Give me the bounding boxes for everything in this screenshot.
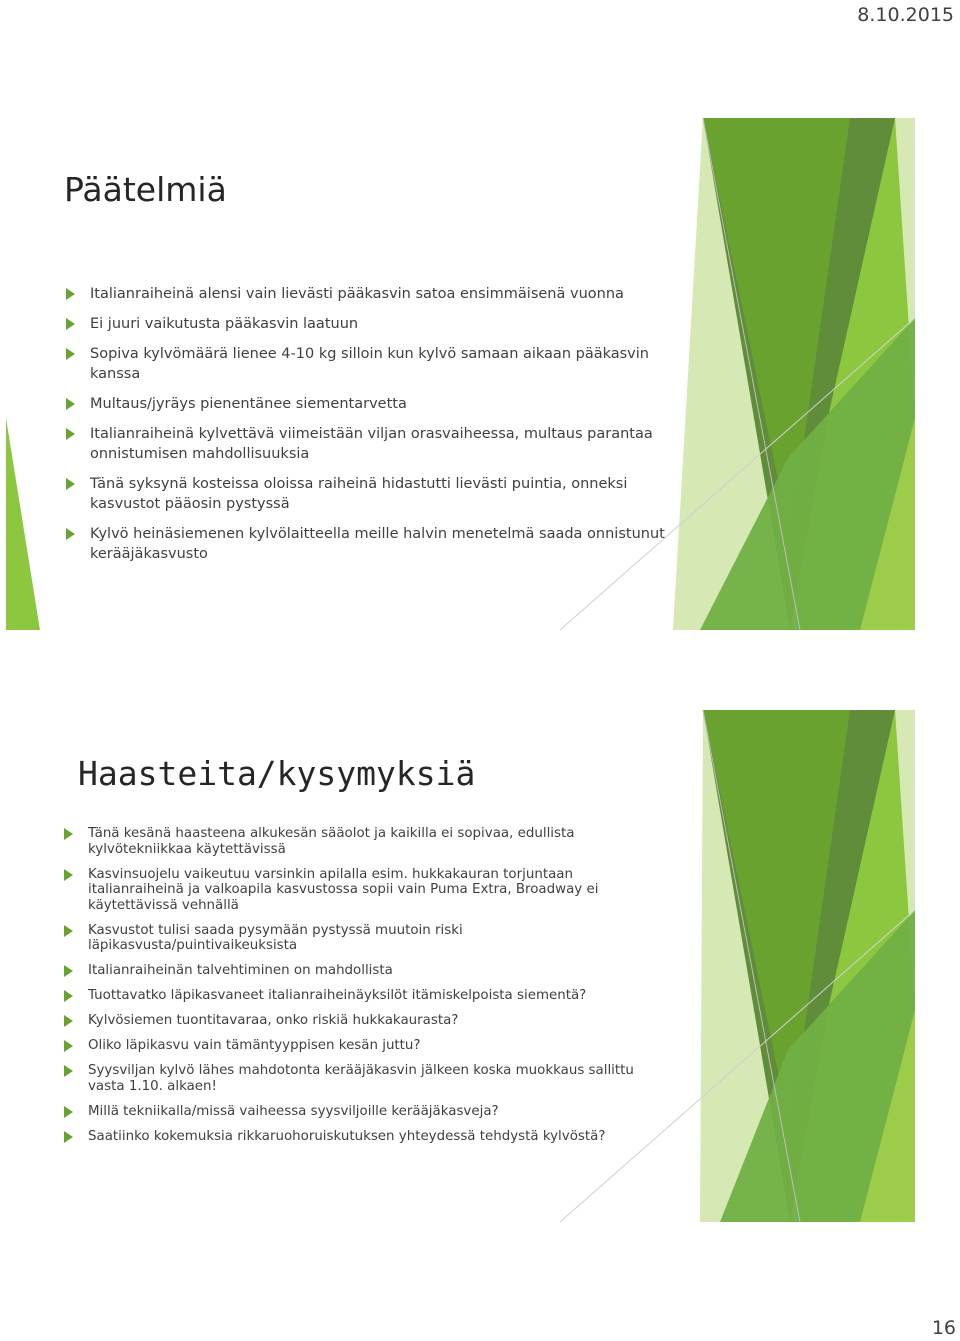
bullet-arrow-icon [66,288,75,300]
bullet-arrow-icon [66,348,75,360]
bullet-arrow-icon [64,869,73,881]
page-number: 16 [931,1317,956,1339]
bullet-arrow-icon [64,925,73,937]
list-item [66,424,696,464]
bullet-text: Italianraiheinä kylvettävä viimeistään viljan orasvaiheessa, multaus parantaa onnistumisen mahdollisuuksia [90,426,653,462]
bullet-arrow-icon [64,828,73,840]
list-item [66,344,696,384]
bullet-arrow-icon [64,1065,73,1077]
list-item [64,1013,664,1029]
bullet-arrow-icon [66,478,75,490]
list-item [64,1104,664,1120]
bullet-arrow-icon [66,428,75,440]
bullet-arrow-icon [64,1015,73,1027]
page-date: 8.10.2015 [857,4,954,26]
list-item [66,314,696,334]
slide-challenges [0,710,960,1222]
bullet-text: Kasvinsuojelu vaikeutuu varsinkin apilalla esim. hukkakauran torjuntaan italianraiheinä ja valkoapila kasvustossa sopii vain Puma Extra, Broadway ei käytettävissä vehnällä [88,866,599,913]
slide-title: Haasteita/kysymyksiä [78,754,476,793]
list-item [64,826,664,857]
bullet-arrow-icon [64,1040,73,1052]
list-item [64,963,664,979]
bullet-text: Multaus/jyräys pienentänee siementarvetta [90,396,407,412]
bullet-text: Italianraiheinän talvehtiminen on mahdollista [88,963,393,978]
bullet-arrow-icon [66,398,75,410]
bullet-text: Italianraiheinä alensi vain lievästi pääkasvin satoa ensimmäisenä vuonna [90,286,624,302]
bullet-text: Syysviljan kylvö lähes mahdotonta kerääjäkasvin jälkeen koska muokkaus sallittu vasta 1.10. alkaen! [88,1063,634,1094]
bullet-text: Kasvustot tulisi saada pysymään pystyssä muutoin riski läpikasvusta/puintivaikeuksista [88,922,463,953]
list-item [64,988,664,1004]
list-item [64,1063,664,1094]
list-item [66,524,696,564]
list-item [64,1038,664,1054]
bullet-text: Kylvösiemen tuontitavaraa, onko riskiä hukkakaurasta? [88,1013,459,1028]
bullet-text: Oliko läpikasvu vain tämäntyyppisen kesän juttu? [88,1038,421,1053]
bullet-text: Kylvö heinäsiemenen kylvölaitteella meille halvin menetelmä saada onnistunut kerääjäkasvusto [90,526,665,562]
bullet-arrow-icon [66,528,75,540]
slide-conclusions [0,118,960,630]
list-item [66,474,696,514]
bullet-text: Millä tekniikalla/missä vaiheessa syysviljoille kerääjäkasveja? [88,1103,499,1119]
list-item [66,394,696,414]
bullet-text: Sopiva kylvömäärä lienee 4-10 kg silloin kun kylvö samaan aikaan pääkasvin kanssa [90,346,649,382]
list-item [64,867,664,914]
bullet-list [64,826,664,1154]
bullet-arrow-icon [64,990,73,1002]
bullet-text: Ei juuri vaikutusta pääkasvin laatuun [90,316,359,332]
list-item [64,1129,664,1145]
list-item [66,284,696,304]
bullet-text: Tuottavatko läpikasvaneet italianraiheinäyksilöt itämiskelpoista siementä? [88,988,587,1003]
bullet-arrow-icon [66,318,75,330]
bullet-text: Tänä syksynä kosteissa oloissa raiheinä hidastutti lievästi puintia, onneksi kasvustot pääosin pystyssä [90,476,628,512]
list-item [64,923,664,954]
bullet-text: Saatiinko kokemuksia rikkaruohoruiskutuksen yhteydessä tehdystä kylvöstä? [88,1128,606,1144]
slide-title: Päätelmiä [64,170,227,209]
bullet-arrow-icon [64,1106,73,1118]
bullet-arrow-icon [64,1131,73,1143]
bullet-text: Tänä kesänä haasteena alkukesän sääolot ja kaikilla ei sopivaa, edullista kylvötekniikkaa käytettävissä [88,826,575,857]
bullet-list [66,284,696,574]
bullet-arrow-icon [64,965,73,977]
